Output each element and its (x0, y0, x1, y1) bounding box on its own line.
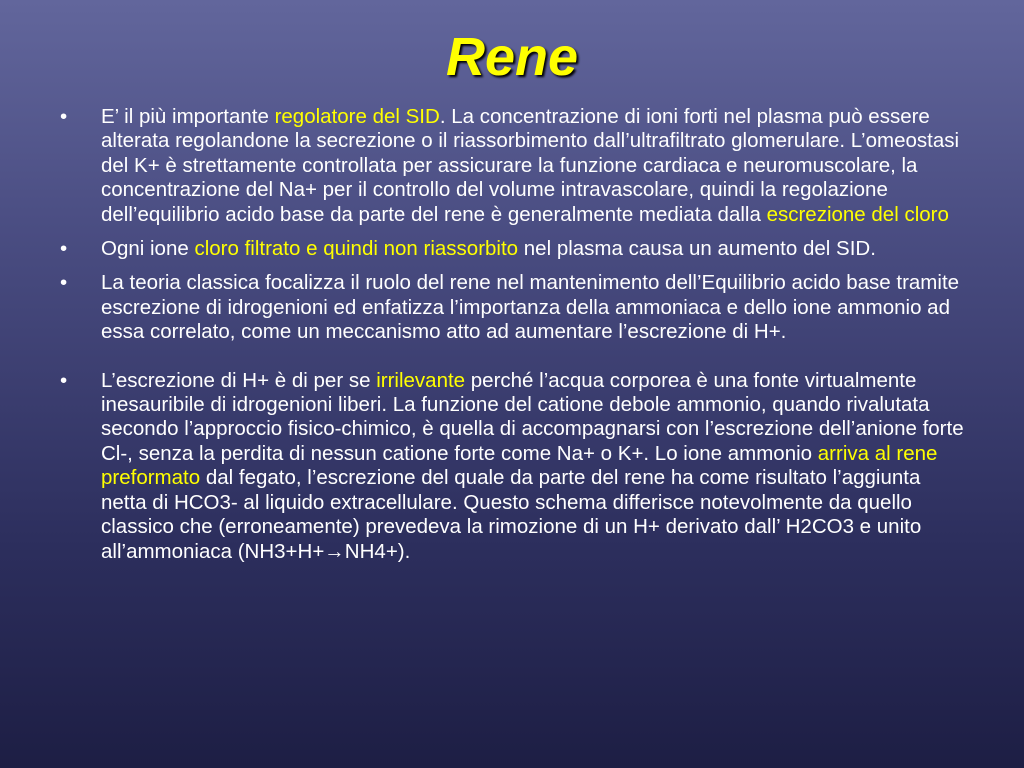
bullet-item (58, 105, 968, 227)
bullet-list (58, 105, 968, 574)
bullet-text-segment: L’escrezione di H+ è di per se (101, 368, 377, 392)
bullet-text-segment: dal fegato, l’escrezione del quale da parte del rene ha come risultato l’aggiunta netta di HCO3- al liquido extracellulare. Questo schema differisce notevolmente da quello classico che (erroneamente) prevedeva la rimozione di un H+ derivato dall’ H2CO3 e unito all’ammoniaca (NH3+H+→NH4+). (101, 466, 922, 563)
slide-title: Rene (445, 27, 579, 87)
bullet-symbol: • (60, 271, 68, 295)
bullet-text (101, 271, 959, 343)
highlighted-text: escrezione del cloro (766, 202, 949, 226)
bullet-text-segment: Ogni ione (101, 237, 195, 261)
bullet-symbol: • (60, 368, 68, 392)
bullet-text-segment: nel plasma causa un aumento del SID. (518, 237, 876, 261)
bullet-text (101, 237, 876, 260)
bullet-symbol: • (60, 237, 68, 261)
bullet-text-segment: La teoria classica focalizza il ruolo del rene nel mantenimento dell’Equilibrio acido base tramite escrezione di idrogenioni ed enfatizza l’importanza della ammoniaca e dello ione ammonio ad essa correlato, come un meccanismo atto ad aumentare l’escrezione di H+. (101, 271, 960, 344)
bullet-symbol: • (60, 105, 68, 128)
bullet-text (101, 105, 959, 226)
bullet-text-segment: E’ il più importante (101, 105, 275, 128)
highlighted-text: regolatore del SID (274, 105, 440, 128)
bullet-text-segment: . La concentrazione di ioni forti nel plasma può essere alterata regolandone la secrezione o il riassorbimento dall’ultrafiltrato glomerulare. L’omeostasi del K+ è strettamente controllata per assicurare la funzione cardiaca e neuromuscolare, la concentrazione del Na+ per il controllo del volume intravascolare, quindi la regolazione dell’equilibrio acido base da parte del rene è generalmente mediata dalla (101, 105, 960, 226)
highlighted-text: cloro filtrato e quindi non riassorbito (194, 237, 519, 261)
bullet-item (58, 271, 968, 344)
bullet-item (58, 369, 968, 564)
bullet-item (58, 237, 968, 261)
highlighted-text: arriva al rene preformato (101, 441, 938, 490)
bullet-text (101, 369, 964, 563)
bullet-text-segment: perché l’acqua corporea è una fonte virtualmente inesauribile di idrogenioni liberi. La funzione del catione debole ammonio, quando rivalutata secondo l’approccio fisico-chimico, è quella di accompagnarsi con l’escrezione dell’anione forte Cl-, senza la perdita di nessun catione forte come Na+ o K+. Lo ione ammonio (101, 368, 964, 465)
highlighted-text: irrilevante (376, 368, 466, 392)
